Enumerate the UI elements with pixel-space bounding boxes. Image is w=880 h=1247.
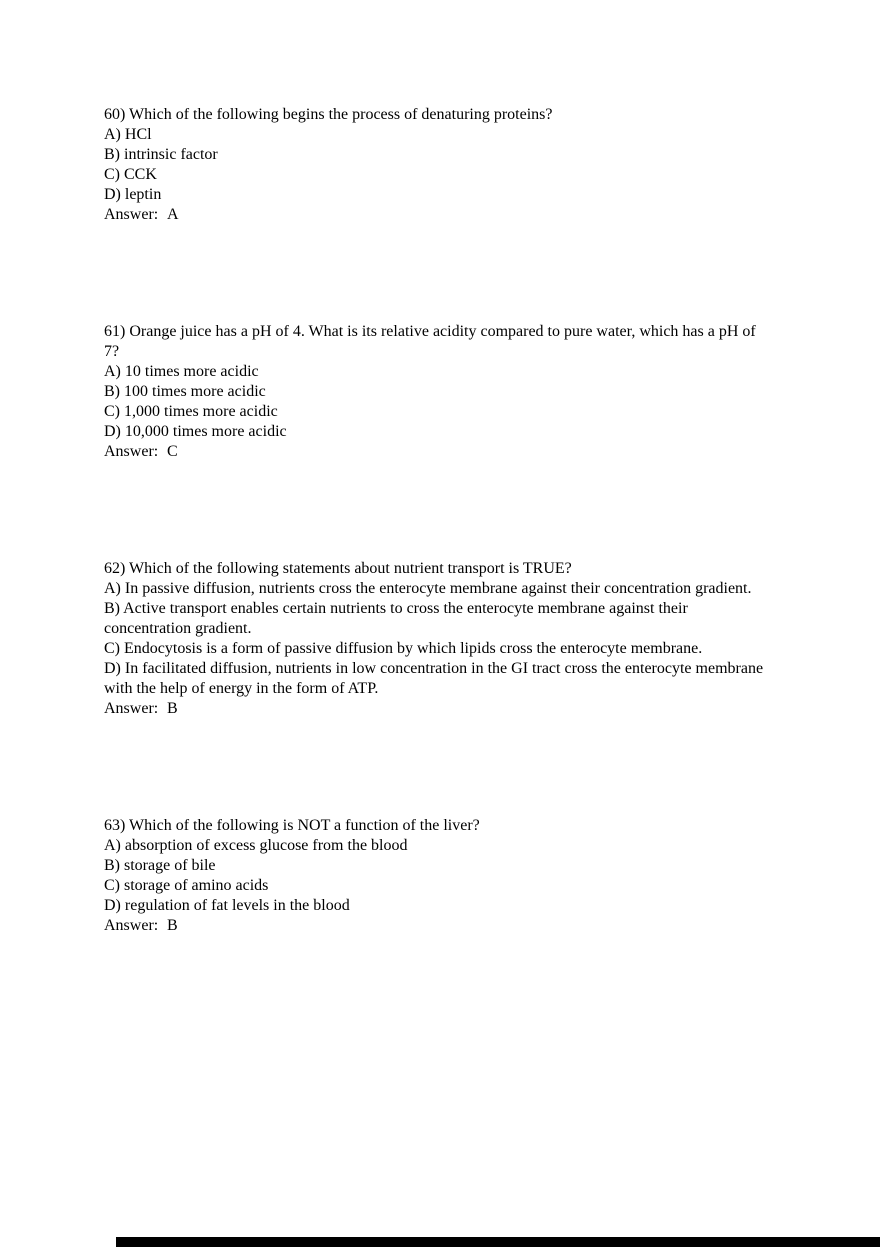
answer-line xyxy=(104,916,768,936)
answer-label: Answer: xyxy=(104,700,159,717)
question-number: 62) xyxy=(104,560,126,577)
answer-label: Answer: xyxy=(104,206,159,223)
question-block-61 xyxy=(104,322,768,462)
question-block-62 xyxy=(104,559,768,719)
option-a: A) In passive diffusion, nutrients cross the enterocyte membrane against their concentration gradient. xyxy=(104,580,752,597)
answer-value: C xyxy=(167,443,178,460)
option-d: D) In facilitated diffusion, nutrients in low concentration in the GI tract cross the enterocyte membrane with the help of energy in the form of ATP. xyxy=(104,660,764,697)
option-c: C) CCK xyxy=(104,166,157,183)
option-c: C) storage of amino acids xyxy=(104,877,269,894)
answer-label: Answer: xyxy=(104,917,159,934)
answer-value: A xyxy=(167,206,179,223)
option-d: D) regulation of fat levels in the blood xyxy=(104,897,350,914)
option-d: D) 10,000 times more acidic xyxy=(104,423,287,440)
question-number: 61) xyxy=(104,323,126,340)
option-b: B) intrinsic factor xyxy=(104,146,218,163)
option-b: B) storage of bile xyxy=(104,857,216,874)
option-a: A) 10 times more acidic xyxy=(104,363,259,380)
answer-label: Answer: xyxy=(104,443,159,460)
question-text xyxy=(104,322,768,362)
answer-line xyxy=(104,442,768,462)
bottom-black-bar xyxy=(116,1237,880,1247)
option-d: D) leptin xyxy=(104,186,162,203)
question-body: Which of the following statements about nutrient transport is TRUE? xyxy=(129,560,572,577)
answer-line xyxy=(104,699,768,719)
option-c: C) 1,000 times more acidic xyxy=(104,403,278,420)
question-text xyxy=(104,816,768,836)
answer-value: B xyxy=(167,917,178,934)
answer-value: B xyxy=(167,700,178,717)
question-body: Which of the following begins the process of denaturing proteins? xyxy=(129,106,553,123)
option-a: A) absorption of excess glucose from the blood xyxy=(104,837,408,854)
question-text xyxy=(104,559,768,579)
answer-line xyxy=(104,205,768,225)
question-number: 63) xyxy=(104,817,126,834)
question-body: Which of the following is NOT a function of the liver? xyxy=(129,817,480,834)
question-text xyxy=(104,105,768,125)
option-c: C) Endocytosis is a form of passive diffusion by which lipids cross the enterocyte membrane. xyxy=(104,640,703,657)
question-body: Orange juice has a pH of 4. What is its relative acidity compared to pure water, which has a pH of 7? xyxy=(104,323,756,360)
option-b: B) 100 times more acidic xyxy=(104,383,266,400)
option-b: B) Active transport enables certain nutrients to cross the enterocyte membrane against their concentration gradient. xyxy=(104,600,688,637)
option-a: A) HCl xyxy=(104,126,152,143)
question-number: 60) xyxy=(104,106,126,123)
question-block-60 xyxy=(104,105,768,225)
question-block-63 xyxy=(104,816,768,936)
